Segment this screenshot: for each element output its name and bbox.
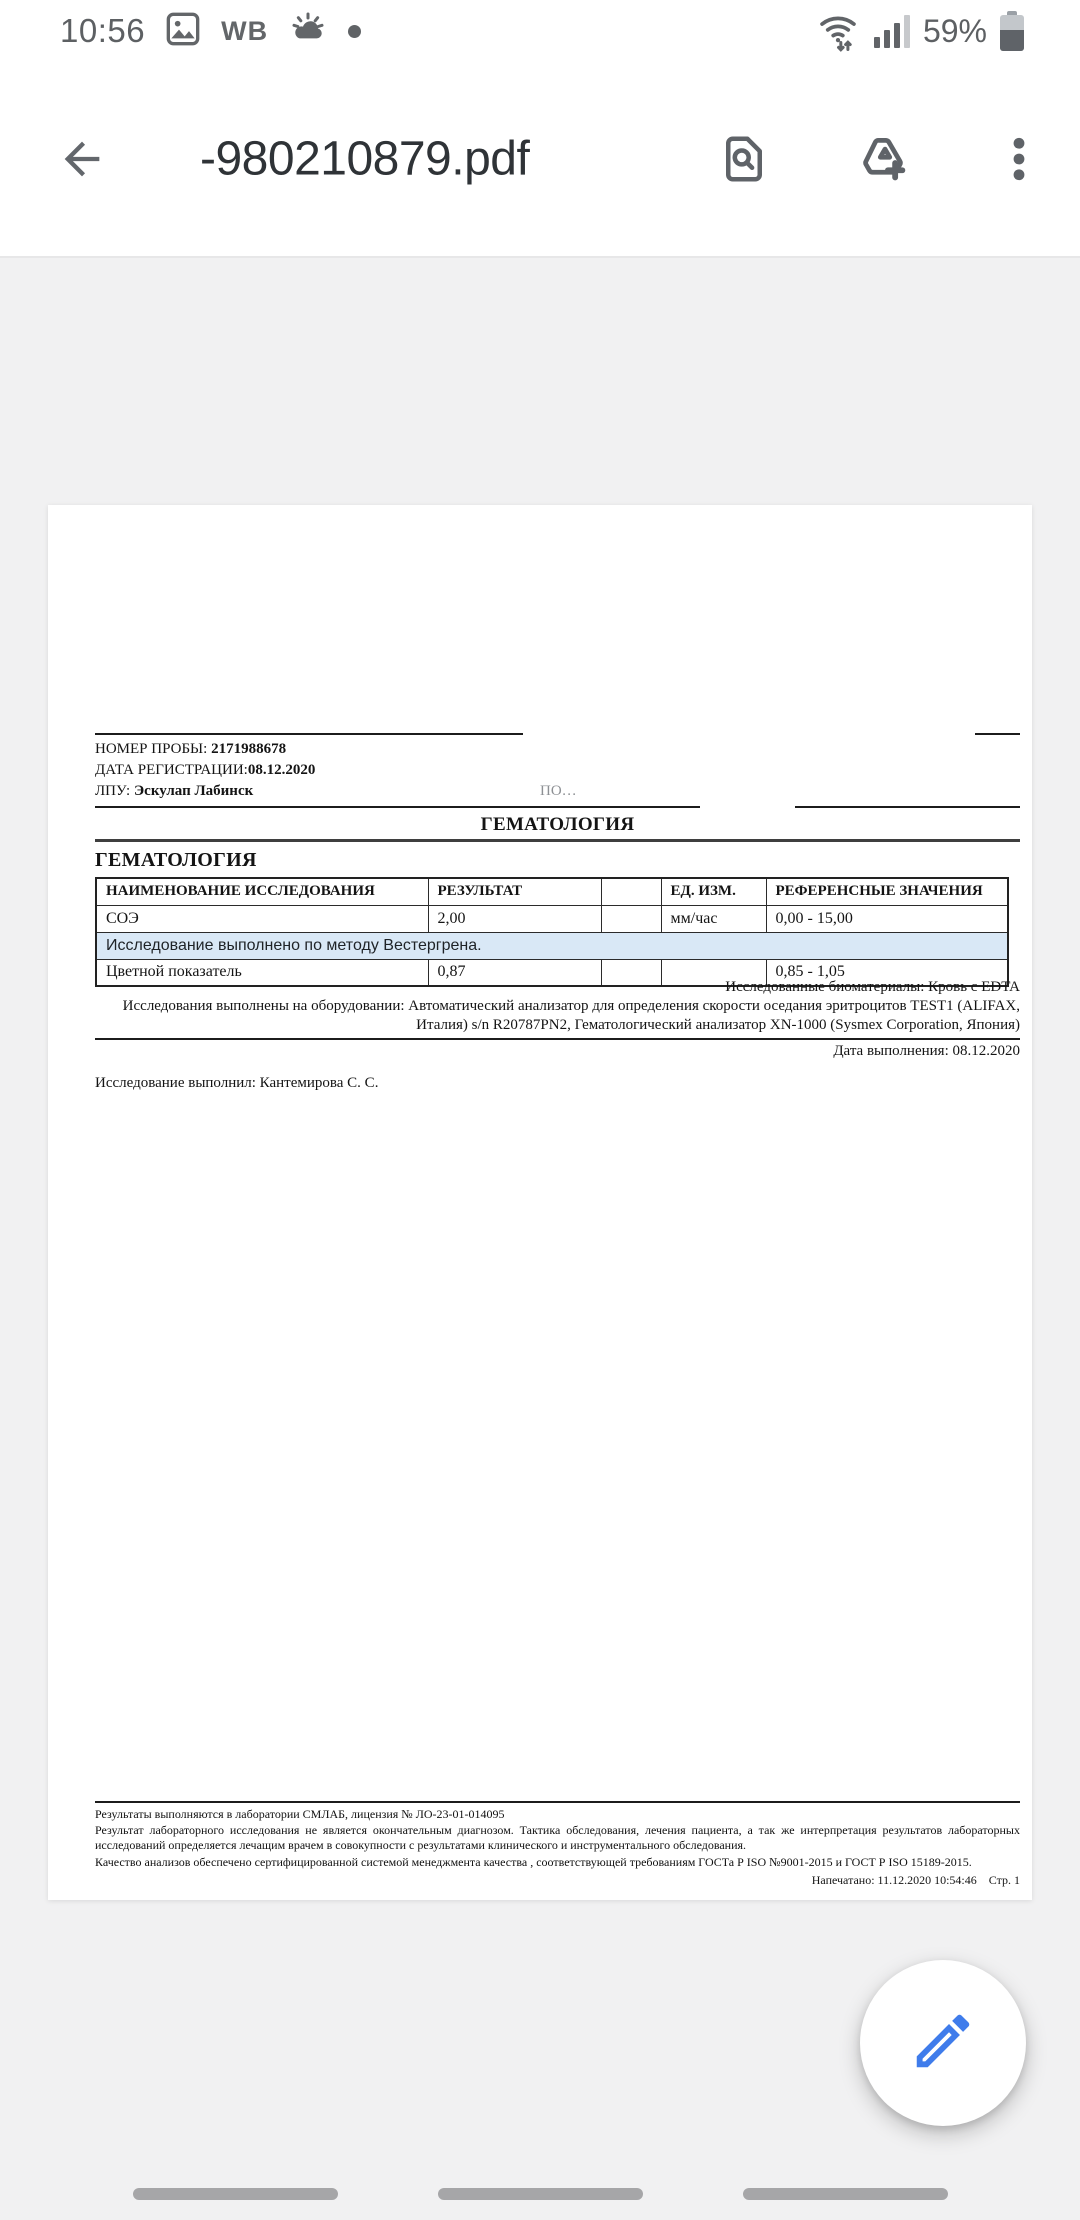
registration-value: 08.12.2020 bbox=[247, 762, 316, 778]
section-title: ГЕМАТОЛОГИЯ bbox=[480, 814, 635, 835]
rule bbox=[95, 806, 700, 808]
col-header-unit: ЕД. ИЗМ. bbox=[661, 878, 766, 905]
notification-text: WB bbox=[221, 15, 269, 46]
overflow-menu-icon[interactable] bbox=[992, 132, 1046, 186]
nav-back-pill[interactable] bbox=[743, 2188, 948, 2200]
footer-quality-line: Качество анализов обеспечено сертифицированной системой менеджмента качества , соответствующей требованиям ГОСТа Р ISO №9001-2015 и ГОСТ Р ISO 15189-2015. bbox=[95, 1855, 972, 1869]
cell-reference: 0,85 - 1,05 bbox=[766, 959, 1008, 986]
sample-number-line bbox=[95, 741, 286, 758]
performed-by: Исследование выполнил: Кантемирова С. С. bbox=[95, 1075, 379, 1091]
col-header-result: РЕЗУЛЬТАТ bbox=[428, 878, 601, 905]
signal-icon bbox=[874, 14, 910, 48]
rule bbox=[95, 1038, 1020, 1040]
notification-dot-icon bbox=[348, 25, 361, 38]
find-in-document-icon[interactable] bbox=[717, 132, 771, 186]
pdf-page bbox=[48, 505, 1032, 1900]
back-arrow-icon[interactable] bbox=[56, 133, 108, 185]
wifi-icon bbox=[815, 6, 861, 57]
printed-line: Напечатано: 11.12.2020 10:54:46 Стр. 1 bbox=[811, 1873, 1020, 1887]
footer-disclaimer: Результат лабораторного исследования не является окончательным диагнозом. Тактика обследования, лечения пациента, а так же интерпретация результатов лабораторных исследований определяется лечащим врачем в совокупности с результатами клинического и инструментального обследования. bbox=[95, 1823, 1020, 1852]
col-header-name: НАИМЕНОВАНИЕ ИССЛЕДОВАНИЯ bbox=[96, 878, 428, 905]
edit-fab[interactable] bbox=[860, 1960, 1026, 2126]
pdf-viewport[interactable] bbox=[0, 260, 1080, 2220]
table-header-row bbox=[96, 878, 1008, 905]
nav-recents-pill[interactable] bbox=[133, 2188, 338, 2200]
sample-value: 2171988678 bbox=[211, 741, 287, 757]
document-title: -980210879.pdf bbox=[200, 132, 530, 186]
status-bar bbox=[0, 0, 1080, 62]
registration-label: ДАТА РЕГИСТРАЦИИ: bbox=[95, 762, 248, 778]
cell-flag bbox=[601, 905, 661, 932]
rule bbox=[795, 806, 1020, 808]
navigation-bar bbox=[0, 2188, 1080, 2200]
table-row bbox=[96, 905, 1008, 932]
rule bbox=[95, 839, 1020, 842]
clock: 10:56 bbox=[60, 12, 146, 49]
cell-unit: мм/час bbox=[661, 905, 766, 932]
registration-date-line bbox=[95, 762, 315, 779]
battery-percent: 59% bbox=[922, 12, 987, 49]
facility-line bbox=[95, 783, 253, 800]
cell-name: СОЭ bbox=[96, 905, 428, 932]
method-note-row bbox=[96, 932, 1008, 959]
gallery-icon bbox=[163, 9, 203, 54]
obscured-text: ПО… bbox=[540, 783, 577, 799]
rule bbox=[975, 733, 1020, 735]
cell-reference: 0,00 - 15,00 bbox=[766, 905, 1008, 932]
biomaterials-text: Исследованные биоматериалы: Кровь с EDTA bbox=[725, 979, 1020, 995]
sample-label: НОМЕР ПРОБЫ: bbox=[95, 741, 208, 757]
cell-result: 2,00 bbox=[428, 905, 601, 932]
execution-date: Дата выполнения: 08.12.2020 bbox=[833, 1043, 1020, 1059]
weather-icon bbox=[286, 9, 330, 54]
cell-result: 0,87 bbox=[428, 959, 601, 986]
add-to-drive-icon[interactable] bbox=[856, 132, 910, 186]
footer-license-line: Результаты выполняются в лаборатории СМЛАБ, лицензия № ЛО-23-01-014095 bbox=[95, 1807, 505, 1821]
nav-home-pill[interactable] bbox=[438, 2188, 643, 2200]
col-header-reference: РЕФЕРЕНСНЫЕ ЗНАЧЕНИЯ bbox=[766, 878, 1008, 905]
method-note: Исследование выполнено по методу Вестергрена. bbox=[96, 932, 1008, 959]
rule bbox=[95, 1801, 1020, 1803]
section-heading: ГЕМАТОЛОГИЯ bbox=[95, 849, 257, 871]
edit-pencil-icon bbox=[908, 2006, 978, 2081]
app-bar bbox=[0, 62, 1080, 258]
battery-icon bbox=[1000, 11, 1024, 51]
facility-value: Эскулап Лабинск bbox=[133, 783, 254, 799]
equipment-text: Исследования выполнены на оборудовании: Автоматический анализатор для определения скорости оседания эритроцитов TEST1 (ALIFAX, Италия) s/n R20787PN2, Гематологический анализатор XN-1000 (Sysmex Corporation, Япония) bbox=[122, 998, 1020, 1033]
facility-label: ЛПУ: bbox=[95, 783, 131, 799]
col-header-flag bbox=[601, 878, 661, 905]
cell-name: Цветной показатель bbox=[96, 959, 428, 986]
results-table bbox=[95, 877, 1009, 987]
rule bbox=[95, 733, 523, 735]
